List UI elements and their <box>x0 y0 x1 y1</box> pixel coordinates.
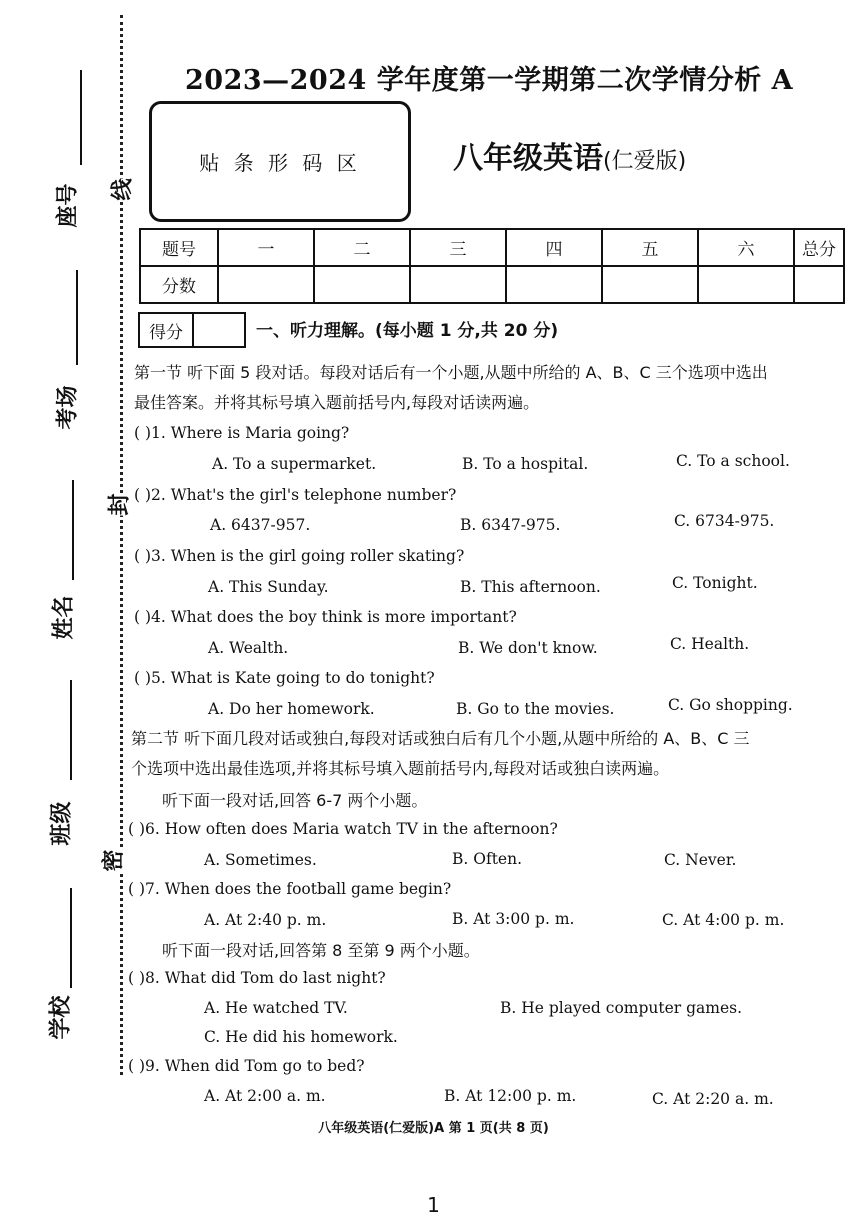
barcode-area-label: 贴 条 形 码 区 <box>199 151 361 175</box>
seat-field-line <box>80 70 82 165</box>
score-table-cell: 五 <box>602 229 698 266</box>
option-2c: C. 6734-975. <box>674 512 775 530</box>
question-5: ( )5. What is Kate going to do tonight? <box>134 669 435 687</box>
instruction-q8-9: 听下面一段对话,回答第 8 至第 9 两个小题。 <box>162 941 480 960</box>
school-field-line <box>70 888 72 988</box>
option-5c: C. Go shopping. <box>668 696 793 714</box>
option-9c: C. At 2:20 a. m. <box>652 1090 774 1108</box>
option-8c: C. He did his homework. <box>204 1028 398 1046</box>
section-heading: 一、听力理解。(每小题 1 分,共 20 分) <box>256 321 559 341</box>
seal-feng-char: 封 <box>101 493 136 515</box>
score-input-cell[interactable] <box>698 266 794 303</box>
option-8a: A. He watched TV. <box>204 999 348 1017</box>
seat-label: 座号 <box>55 183 81 228</box>
subject-name: 八年级英语 <box>453 141 603 176</box>
score-table-score-row <box>140 266 844 303</box>
option-3b: B. This afternoon. <box>460 578 601 596</box>
name-field-line <box>72 480 74 580</box>
seal-line-char: 线 <box>104 178 139 200</box>
option-7b: B. At 3:00 p. m. <box>452 910 575 928</box>
page-footer: 八年级英语(仁爱版)A 第 1 页(共 8 页) <box>318 1121 549 1136</box>
part2-instruction-line1: 第二节 听下面几段对话或独白,每段对话或独白后有几个小题,从题中所给的 A、B、C 三 <box>131 729 750 748</box>
question-8: ( )8. What did Tom do last night? <box>128 969 386 987</box>
option-2a: A. 6437-957. <box>210 516 311 534</box>
exam-room-label: 考场 <box>55 385 81 430</box>
question-3: ( )3. When is the girl going roller skating? <box>134 547 465 565</box>
question-2: ( )2. What's the girl's telephone number? <box>134 486 457 504</box>
question-1: ( )1. Where is Maria going? <box>134 424 350 442</box>
option-2b: B. 6347-975. <box>460 516 561 534</box>
question-4: ( )4. What does the boy think is more important? <box>134 608 517 626</box>
option-5b: B. Go to the movies. <box>456 700 615 718</box>
page-number: 1 <box>427 1193 440 1217</box>
score-input-cell[interactable] <box>794 266 844 303</box>
option-9b: B. At 12:00 p. m. <box>444 1087 577 1105</box>
option-8b: B. He played computer games. <box>500 999 743 1017</box>
option-4c: C. Health. <box>670 635 750 653</box>
option-4a: A. Wealth. <box>208 639 289 657</box>
exam-room-field-line <box>76 270 78 365</box>
option-7c: C. At 4:00 p. m. <box>662 911 785 929</box>
score-input-cell[interactable] <box>602 266 698 303</box>
exam-title: 2023—2024 学年度第一学期第二次学情分析 A <box>185 65 794 96</box>
option-6b: B. Often. <box>452 850 522 868</box>
option-4b: B. We don't know. <box>458 639 598 657</box>
part2-instruction-line2: 个选项中选出最佳选项,并将其标号填入题前括号内,每段对话或独白读两遍。 <box>131 759 670 778</box>
part1-instruction-line2: 最佳答案。并将其标号填入题前括号内,每段对话读两遍。 <box>134 393 540 412</box>
class-label: 班级 <box>49 801 75 846</box>
question-9: ( )9. When did Tom go to bed? <box>128 1057 365 1075</box>
instruction-q6-7: 听下面一段对话,回答 6-7 两个小题。 <box>162 791 428 810</box>
score-input-cell[interactable] <box>218 266 314 303</box>
score-input-cell[interactable] <box>506 266 602 303</box>
section-score-input[interactable] <box>194 314 244 346</box>
score-table-cell: 总分 <box>794 229 844 266</box>
score-row-label: 分数 <box>140 266 218 303</box>
school-label: 学校 <box>48 995 74 1040</box>
option-1b: B. To a hospital. <box>462 455 589 473</box>
score-table-cell: 一 <box>218 229 314 266</box>
seal-mi-char: 密 <box>95 849 130 871</box>
binding-dotted-line <box>120 15 123 1075</box>
subject-title <box>453 133 686 177</box>
score-table-cell: 三 <box>410 229 506 266</box>
option-7a: A. At 2:40 p. m. <box>204 911 327 929</box>
subject-edition: (仁爱版) <box>603 149 687 174</box>
option-9a: A. At 2:00 a. m. <box>204 1087 326 1105</box>
option-3c: C. Tonight. <box>672 574 758 592</box>
score-input-cell[interactable] <box>410 266 506 303</box>
section-score-box <box>138 312 246 348</box>
barcode-area <box>149 101 411 222</box>
score-table-cell: 二 <box>314 229 410 266</box>
option-6c: C. Never. <box>664 851 737 869</box>
question-6: ( )6. How often does Maria watch TV in the afternoon? <box>128 820 558 838</box>
section-score-label: 得分 <box>140 314 194 346</box>
score-table-cell: 六 <box>698 229 794 266</box>
score-table <box>139 228 845 304</box>
option-5a: A. Do her homework. <box>208 700 375 718</box>
score-input-cell[interactable] <box>314 266 410 303</box>
score-table-cell: 四 <box>506 229 602 266</box>
option-3a: A. This Sunday. <box>208 578 329 596</box>
part1-instruction-line1: 第一节 听下面 5 段对话。每段对话后有一个小题,从题中所给的 A、B、C 三个选项中选出 <box>134 363 768 382</box>
score-table-cell: 题号 <box>140 229 218 266</box>
option-1c: C. To a school. <box>676 452 790 470</box>
option-1a: A. To a supermarket. <box>212 455 377 473</box>
class-field-line <box>70 680 72 780</box>
option-6a: A. Sometimes. <box>204 851 317 869</box>
name-label: 姓名 <box>51 595 77 640</box>
score-table-header-row <box>140 229 844 266</box>
question-7: ( )7. When does the football game begin? <box>128 880 452 898</box>
